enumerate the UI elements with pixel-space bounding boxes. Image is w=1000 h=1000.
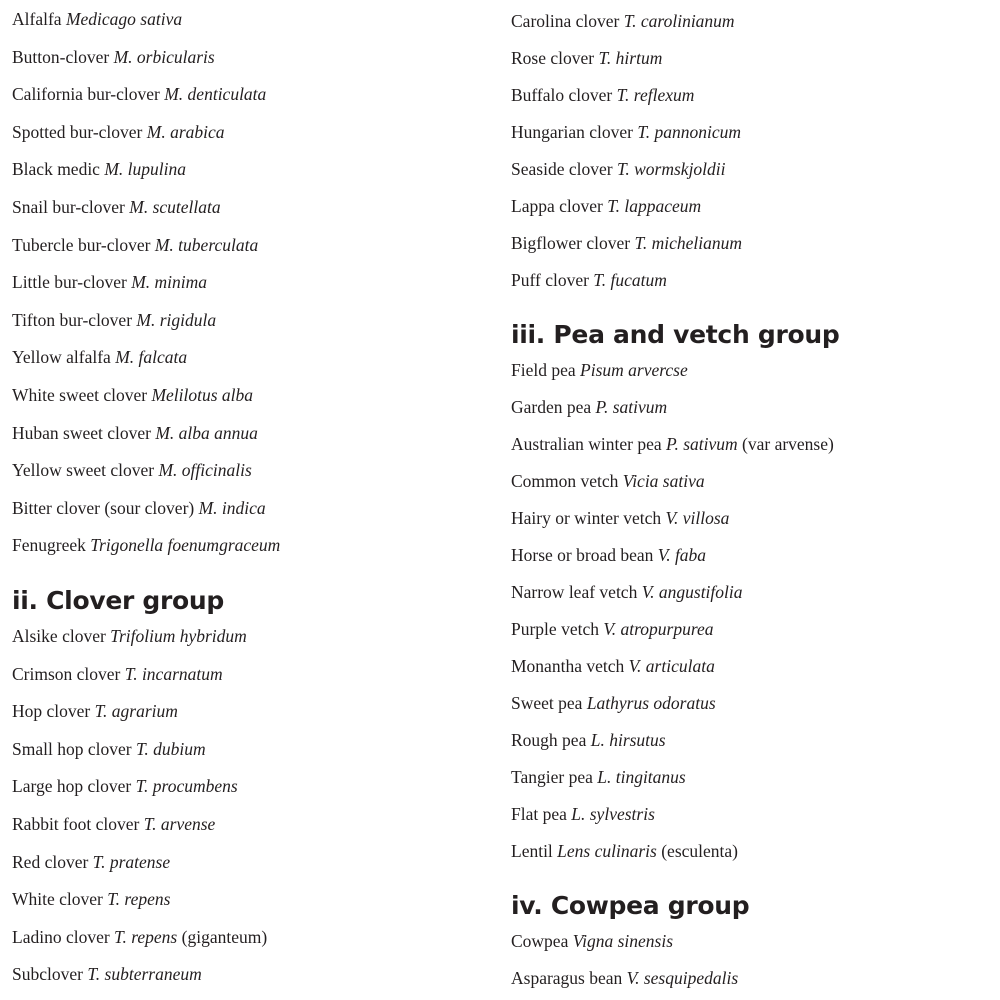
common-name: Australian winter pea bbox=[511, 434, 662, 454]
species-entry bbox=[12, 700, 178, 722]
species-entry bbox=[12, 497, 266, 519]
scientific-name: T. michelianum bbox=[634, 233, 743, 253]
common-name: Seaside clover bbox=[511, 159, 613, 179]
scientific-name: M. arabica bbox=[146, 121, 225, 142]
species-entry bbox=[511, 433, 834, 455]
common-name: Little bur-clover bbox=[12, 272, 127, 293]
species-entry bbox=[511, 930, 673, 952]
species-entry bbox=[12, 926, 267, 948]
scientific-name: T. reflexum bbox=[616, 85, 695, 105]
species-entry bbox=[511, 269, 667, 291]
common-name: Carolina clover bbox=[511, 11, 620, 31]
scientific-name: Medicago sativa bbox=[65, 9, 183, 29]
pea-vetch-group-heading: iii. Pea and vetch group bbox=[511, 320, 840, 349]
common-name: Rose clover bbox=[511, 48, 595, 68]
scientific-name: M. minima bbox=[131, 272, 208, 293]
species-entry bbox=[12, 309, 216, 331]
species-entry bbox=[12, 8, 182, 30]
scientific-name: Lathyrus odoratus bbox=[586, 693, 716, 713]
common-name: Bitter clover (sour clover) bbox=[12, 497, 195, 518]
common-name: Narrow leaf vetch bbox=[511, 582, 638, 602]
species-entry bbox=[511, 766, 686, 788]
species-entry bbox=[511, 803, 655, 825]
common-name: White clover bbox=[12, 889, 103, 910]
common-name: Snail bur-clover bbox=[12, 197, 125, 217]
species-entry bbox=[511, 359, 688, 381]
scientific-name: Vicia sativa bbox=[622, 471, 705, 491]
common-name: Garden pea bbox=[511, 397, 592, 417]
species-entry bbox=[511, 396, 667, 418]
common-name: Black medic bbox=[12, 159, 100, 180]
scientific-name: T. dubium bbox=[135, 738, 206, 759]
common-name: Cowpea bbox=[511, 931, 569, 951]
scientific-name: Trigonella foenumgraceum bbox=[90, 535, 281, 556]
scientific-name: V. articulata bbox=[628, 656, 715, 676]
species-entry bbox=[12, 83, 266, 105]
species-entry bbox=[511, 195, 701, 217]
scientific-name: M. denticulata bbox=[164, 84, 267, 105]
scientific-name: T. pannonicum bbox=[637, 122, 742, 142]
common-name: Spotted bur-clover bbox=[12, 121, 143, 142]
common-name: Flat pea bbox=[511, 804, 567, 824]
scientific-name: T. arvense bbox=[143, 814, 216, 834]
species-entry bbox=[511, 967, 738, 989]
species-entry bbox=[511, 507, 729, 529]
species-entry bbox=[12, 158, 186, 180]
common-name: California bur-clover bbox=[12, 84, 160, 105]
species-entry bbox=[511, 618, 714, 640]
common-name: Rabbit foot clover bbox=[12, 814, 140, 834]
species-entry bbox=[12, 738, 206, 760]
common-name: Buffalo clover bbox=[511, 85, 613, 105]
scientific-name: M. tuberculata bbox=[154, 234, 259, 255]
species-entry bbox=[12, 851, 170, 873]
common-name: Hairy or winter vetch bbox=[511, 508, 662, 528]
species-entry bbox=[511, 655, 715, 677]
scientific-name: V. atropurpurea bbox=[603, 619, 714, 639]
common-name: Rough pea bbox=[511, 730, 587, 750]
common-name: Red clover bbox=[12, 851, 89, 872]
scientific-name: M. alba annua bbox=[155, 422, 258, 443]
scientific-name: M. officinalis bbox=[158, 460, 252, 481]
common-name: Subclover bbox=[12, 964, 83, 985]
common-name: Crimson clover bbox=[12, 663, 121, 684]
scientific-name: V. villosa bbox=[665, 508, 730, 528]
common-name: Lappa clover bbox=[511, 196, 603, 216]
common-name: Bigflower clover bbox=[511, 233, 631, 253]
common-name: Hungarian clover bbox=[511, 122, 633, 142]
common-name: Fenugreek bbox=[12, 535, 86, 556]
common-name: Hop clover bbox=[12, 701, 91, 722]
species-entry bbox=[12, 271, 207, 293]
scientific-name: M. falcata bbox=[115, 347, 188, 368]
scientific-name: Pisum arvercse bbox=[580, 360, 688, 380]
scientific-name: T. wormskjoldii bbox=[616, 159, 726, 179]
scientific-name: M. orbicularis bbox=[113, 46, 215, 67]
common-name: Tifton bur-clover bbox=[12, 309, 133, 330]
common-name: Button-clover bbox=[12, 46, 110, 67]
species-entry bbox=[511, 84, 694, 106]
variety-note: (esculenta) bbox=[661, 841, 738, 861]
common-name: Yellow sweet clover bbox=[12, 460, 155, 481]
scientific-name: P. sativum bbox=[595, 397, 668, 417]
species-entry bbox=[12, 234, 258, 256]
common-name: Large hop clover bbox=[12, 776, 132, 797]
common-name: Alsike clover bbox=[12, 626, 106, 646]
species-entry bbox=[511, 158, 726, 180]
species-entry bbox=[511, 470, 705, 492]
common-name: Huban sweet clover bbox=[12, 422, 151, 443]
common-name: Tubercle bur-clover bbox=[12, 234, 151, 255]
variety-note: (giganteum) bbox=[181, 926, 268, 947]
common-name: Yellow alfalfa bbox=[12, 347, 111, 368]
species-entry bbox=[511, 729, 666, 751]
scientific-name: T. procumbens bbox=[135, 776, 238, 797]
species-entry bbox=[12, 196, 221, 218]
common-name: Puff clover bbox=[511, 270, 589, 290]
common-name: Asparagus bean bbox=[511, 968, 623, 988]
scientific-name: Melilotus alba bbox=[151, 385, 254, 405]
common-name: Field pea bbox=[511, 360, 576, 380]
scientific-name: T. carolinianum bbox=[623, 11, 735, 31]
species-entry bbox=[511, 47, 662, 69]
species-entry bbox=[511, 121, 741, 143]
species-entry bbox=[511, 692, 716, 714]
species-entry bbox=[511, 544, 706, 566]
scientific-name: M. indica bbox=[198, 497, 266, 518]
species-entry bbox=[12, 422, 258, 444]
species-entry bbox=[12, 346, 187, 368]
species-entry bbox=[12, 663, 223, 685]
scientific-name: Vigna sinensis bbox=[572, 931, 674, 951]
scientific-name: V. angustifolia bbox=[641, 582, 743, 602]
scientific-name: T. repens bbox=[114, 926, 178, 947]
scientific-name: T. subterraneum bbox=[87, 964, 202, 985]
common-name: Sweet pea bbox=[511, 693, 583, 713]
scientific-name: L. hirsutus bbox=[590, 730, 666, 750]
scientific-name: Lens culinaris bbox=[557, 841, 657, 861]
scientific-name: M. rigidula bbox=[136, 309, 217, 330]
common-name: Lentil bbox=[511, 841, 553, 861]
scientific-name: T. lappaceum bbox=[607, 196, 702, 216]
species-entry bbox=[12, 888, 170, 910]
species-entry bbox=[511, 581, 743, 603]
scientific-name: L. sylvestris bbox=[571, 804, 655, 824]
common-name: Ladino clover bbox=[12, 926, 110, 947]
species-entry bbox=[12, 813, 215, 835]
species-entry bbox=[12, 46, 215, 68]
species-entry bbox=[511, 232, 742, 254]
scientific-name: V. faba bbox=[657, 545, 707, 565]
scientific-name: L. tingitanus bbox=[597, 767, 686, 787]
scientific-name: Trifolium hybridum bbox=[110, 626, 247, 646]
common-name: Small hop clover bbox=[12, 738, 132, 759]
scientific-name: T. hirtum bbox=[598, 48, 663, 68]
species-entry bbox=[511, 10, 735, 32]
species-entry bbox=[12, 963, 202, 985]
cowpea-group-heading: iv. Cowpea group bbox=[511, 891, 750, 920]
species-entry bbox=[12, 534, 280, 556]
scientific-name: T. fucatum bbox=[593, 270, 667, 290]
scientific-name: M. scutellata bbox=[129, 197, 221, 217]
species-entry bbox=[12, 775, 238, 797]
scientific-name: T. incarnatum bbox=[124, 663, 223, 684]
species-entry bbox=[12, 459, 252, 481]
common-name: Monantha vetch bbox=[511, 656, 625, 676]
common-name: White sweet clover bbox=[12, 385, 148, 405]
scientific-name: T. repens bbox=[107, 889, 171, 910]
common-name: Purple vetch bbox=[511, 619, 599, 639]
scientific-name: P. sativum bbox=[666, 434, 738, 454]
scientific-name: M. lupulina bbox=[104, 159, 186, 180]
scientific-name: T. agrarium bbox=[94, 701, 178, 722]
scientific-name: T. pratense bbox=[92, 851, 171, 872]
clover-group-heading: ii. Clover group bbox=[12, 586, 225, 615]
common-name: Horse or broad bean bbox=[511, 545, 654, 565]
species-entry bbox=[12, 121, 225, 143]
scientific-name: V. sesquipedalis bbox=[626, 968, 739, 988]
species-entry bbox=[12, 384, 253, 406]
variety-note: (var arvense) bbox=[742, 434, 834, 454]
common-name: Common vetch bbox=[511, 471, 619, 491]
species-entry bbox=[511, 840, 738, 862]
common-name: Tangier pea bbox=[511, 767, 593, 787]
species-entry bbox=[12, 625, 247, 647]
common-name: Alfalfa bbox=[12, 9, 62, 29]
